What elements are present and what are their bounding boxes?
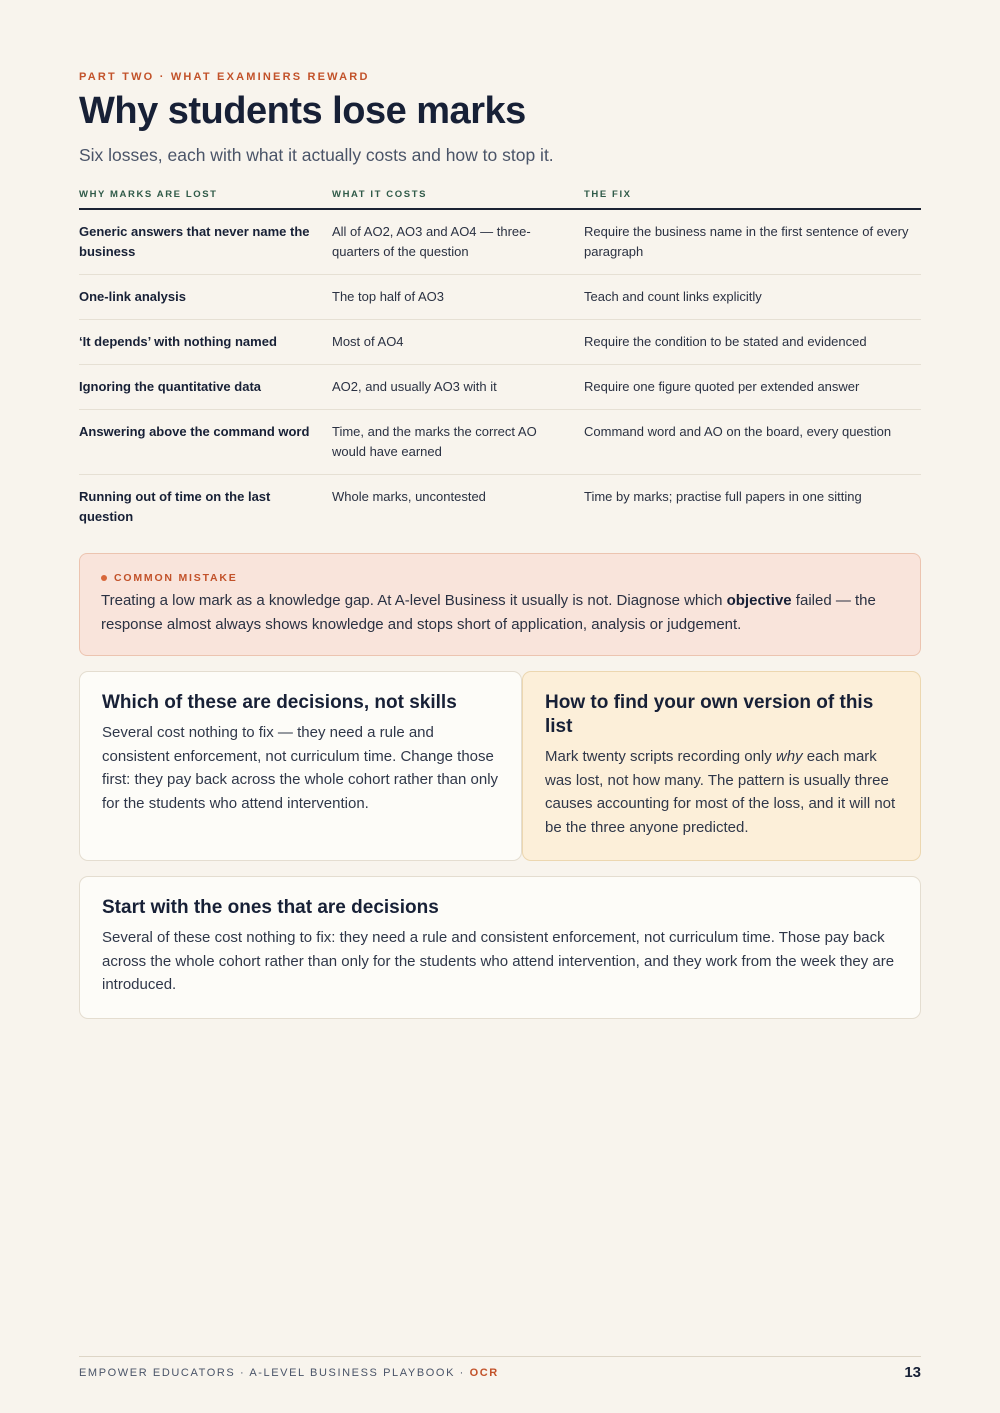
- table-row: [79, 475, 921, 540]
- footer-divider: [79, 1356, 921, 1357]
- fix-cell: Teach and count links explicitly: [584, 275, 921, 320]
- cost-cell: Time, and the marks the correct AO would have earned: [332, 410, 584, 475]
- card-title: Which of these are decisions, not skills: [102, 692, 457, 713]
- callout-text-end: failed — the response almost always shows knowledge and stops short of application, analysis or judgement.: [101, 592, 876, 633]
- table-row: [79, 365, 921, 410]
- cause-cell: ‘It depends’ with nothing named: [79, 320, 332, 365]
- footer-publication: [79, 1367, 499, 1379]
- cause-cell: Running out of time on the last question: [79, 489, 271, 524]
- table-row: [79, 209, 921, 275]
- card-body: [545, 745, 898, 839]
- callout-text-emphasis: objective: [726, 592, 792, 609]
- fix-cell: Require the condition to be stated and evidenced: [584, 320, 921, 365]
- footer-board: OCR: [469, 1367, 499, 1379]
- callout-text-start: Treating a low mark as a knowledge gap. At A-level Business it usually is not. Diagnose which: [101, 592, 727, 609]
- cause-cell: Answering above the command word: [79, 410, 332, 475]
- fix-cell: Time by marks; practise full papers in one sitting: [584, 489, 862, 504]
- card-body-end: each mark was lost, not how many. The pattern is usually three causes accounting for most of the loss, and it will not be the three anyone predicted.: [545, 748, 896, 836]
- card-body-start: Mark twenty scripts recording only: [545, 748, 776, 765]
- bullet-dot-icon: [101, 575, 107, 581]
- page-number: 13: [904, 1364, 921, 1381]
- column-header-cost: WHAT IT COSTS: [332, 189, 584, 209]
- cause-cell: Ignoring the quantitative data: [79, 365, 332, 410]
- common-mistake-callout: [79, 553, 921, 656]
- card-body: Several cost nothing to fix — they need a rule and consistent enforcement, not curriculum time. Change those first: they pay back across the whole cohort rather than only for the students who attend intervention.: [102, 724, 499, 812]
- cause-cell: Generic answers that never name the business: [79, 209, 332, 275]
- find-your-list-card: [522, 671, 921, 861]
- decisions-card: [79, 671, 522, 861]
- cost-cell: AO2, and usually AO3 with it: [332, 365, 584, 410]
- cost-cell: The top half of AO3: [332, 275, 584, 320]
- table-row: [79, 320, 921, 365]
- column-header-cause: WHY MARKS ARE LOST: [79, 189, 332, 209]
- card-body: Several of these cost nothing to fix: they need a rule and consistent enforcement, not curriculum time. Those pay back across the whole cohort rather than only for the students who attend intervention, and they work from the week they are introduced.: [102, 929, 895, 993]
- section-eyebrow: PART TWO · WHAT EXAMINERS REWARD: [79, 71, 370, 83]
- callout-label-text: COMMON MISTAKE: [114, 572, 238, 584]
- marks-lost-table: [79, 189, 921, 539]
- cost-cell: Whole marks, uncontested: [332, 489, 486, 504]
- fix-cell: Require the business name in the first sentence of every paragraph: [584, 209, 921, 275]
- card-title: How to find your own version of this list: [545, 692, 874, 737]
- fix-cell: Require one figure quoted per extended answer: [584, 365, 921, 410]
- footer-publication-text: EMPOWER EDUCATORS · A-LEVEL BUSINESS PLAYBOOK ·: [79, 1367, 470, 1379]
- card-body-emphasis: why: [775, 748, 803, 765]
- page-title: Why students lose marks: [79, 90, 526, 132]
- table-row: [79, 275, 921, 320]
- card-title: Start with the ones that are decisions: [102, 897, 439, 918]
- page: [79, 0, 921, 1413]
- page-subtitle: Six losses, each with what it actually costs and how to stop it.: [79, 145, 554, 165]
- callout-text: [101, 589, 899, 636]
- cause-cell: One-link analysis: [79, 275, 332, 320]
- table-row: [79, 410, 921, 475]
- cost-cell: Most of AO4: [332, 320, 584, 365]
- start-with-decisions-card: [79, 876, 921, 1019]
- column-header-fix: THE FIX: [584, 189, 921, 209]
- callout-label: [101, 572, 899, 584]
- table-header-row: [79, 189, 921, 209]
- fix-cell: Command word and AO on the board, every question: [584, 410, 921, 475]
- cost-cell: All of AO2, AO3 and AO4 — three-quarters of the question: [332, 209, 584, 275]
